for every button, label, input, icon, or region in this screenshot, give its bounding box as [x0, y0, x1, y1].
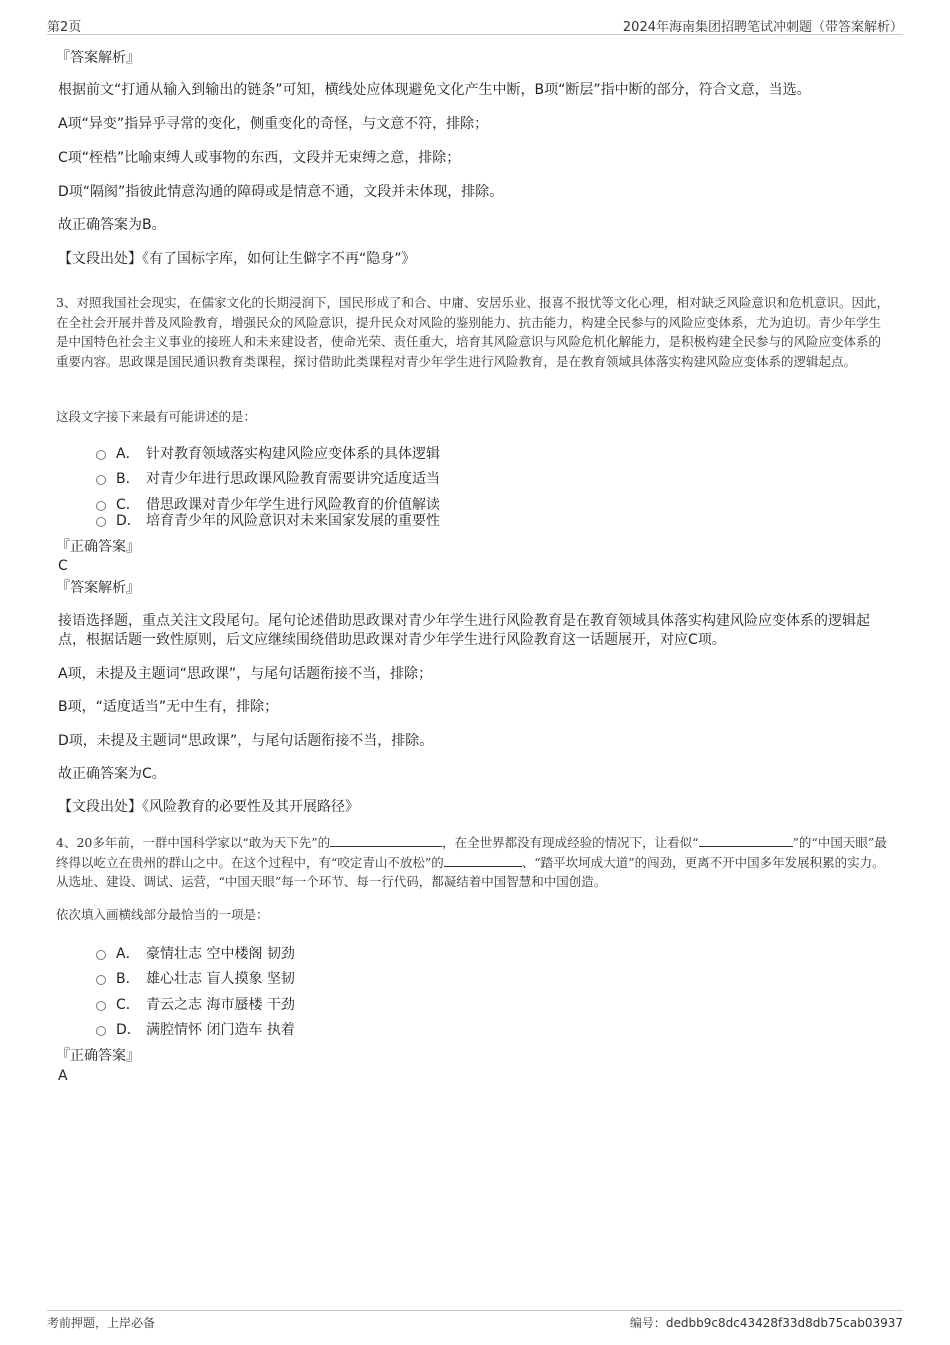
analysis-line: D项，未提及主题词“思政课”，与尾句话题衔接不当，排除。 [58, 733, 434, 749]
question-3-text: 3、对照我国社会现实，在儒家文化的长期浸润下，国民形成了和合、中庸、安居乐业、报喜不报忧等文化心理，相对缺乏风险意识和危机意识。因此，在全社会开展并普及风险教育，增强民众的风险意识，提升民众对风险的鉴别能力、抗击能力，构建全民参与的风险应变体系，尤为迫切。青少年学生是中国特色社会主义事业的接班人和未来建设者，使命光荣、责任重大，培育其风险意识与风险危机化解能力，是积极构建全民参与的风险应变体系的重要内容。思政课是国民通识教育类课程，探讨借助此类课程对青少年学生进行风险教育，是在教育领域具体落实构建风险应变体系的逻辑起点。 [56, 295, 889, 369]
analysis-line: A项，未提及主题词“思政课”，与尾句话题衔接不当，排除； [58, 666, 433, 682]
option-a[interactable]: A． 豪情壮志 空中楼阁 韧劲 [96, 943, 295, 963]
option-c[interactable]: C． 借思政课对青少年学生进行风险教育的价值解读 [96, 494, 440, 514]
radio-icon[interactable] [96, 517, 106, 527]
correct-answer: A [58, 1068, 68, 1084]
analysis-heading: 『答案解析』 [56, 50, 140, 66]
question-4-prompt: 依次填入画横线部分最恰当的一项是： [56, 907, 269, 922]
analysis-paragraph: 接语选择题，重点关注文段尾句。尾句论述借助思政课对青少年学生进行风险教育是在教育领域具体落实构建风险应变体系的逻辑起点，根据话题一致性原则，后文应继续围绕借助思政课对青少年学生进行风险教育这一话题展开，对应C项。 [58, 613, 870, 648]
radio-icon[interactable] [96, 950, 106, 960]
radio-icon[interactable] [96, 475, 106, 485]
answer-conclusion: 故正确答案为B。 [58, 217, 166, 233]
fill-blank [444, 854, 522, 867]
source-citation: 【文段出处】《风险教育的必要性及其开展路径》 [58, 799, 359, 815]
radio-icon[interactable] [96, 450, 106, 460]
page-footer [47, 1310, 903, 1331]
option-d[interactable]: D． 满腔情怀 闭门造车 执着 [96, 1019, 295, 1039]
analysis-line: A项“异变”指异乎寻常的变化，侧重变化的奇怪，与文意不符，排除； [58, 116, 489, 132]
question-4-text: 4、20多年前，一群中国科学家以“敢为天下先”的 ，在全世界都没有现成经验的情况下，让看似“ ”的“中国天眼”最终得以屹立在贵州的群山之中。在这个过程中，有“咬定青山不放松”的 、“踏平坎坷成大道”的闯劲，更离不开中国多年发展积累的实力。从选址、建设、调试、运营，“中国天眼”每一个环节、每一行代码，都凝结着中国智慧和中国创造。 [56, 835, 887, 889]
footer-slogan: 考前押题，上岸必备 [47, 1316, 156, 1330]
page-header [47, 14, 903, 35]
analysis-line: C项“桎梏”比喻束缚人或事物的东西，文段并无束缚之意，排除； [58, 150, 461, 166]
document-title: 2024年海南集团招聘笔试冲刺题（带答案解析） [622, 20, 903, 35]
analysis-line: D项“隔阂”指彼此情意沟通的障碍或是情意不通，文段并未体现，排除。 [58, 184, 504, 200]
source-citation: 【文段出处】《有了国标字库，如何让生僻字不再“隐身”》 [58, 251, 416, 267]
option-b[interactable]: B． 对青少年进行思政课风险教育需要讲究适度适当 [96, 468, 440, 488]
fill-blank [330, 834, 442, 847]
option-b[interactable]: B． 雄心壮志 盲人摸象 坚韧 [96, 968, 295, 988]
document-serial: 编号：dedbb9c8dc43428f33d8db75cab03937 [629, 1316, 903, 1330]
radio-icon[interactable] [96, 1001, 106, 1011]
correct-answer: C [58, 558, 68, 574]
radio-icon[interactable] [96, 975, 106, 985]
page-number: 第2页 [47, 20, 82, 35]
correct-answer-heading: 『正确答案』 [56, 1048, 140, 1064]
radio-icon[interactable] [96, 1026, 106, 1036]
answer-conclusion: 故正确答案为C。 [58, 766, 166, 782]
option-a[interactable]: A． 针对教育领域落实构建风险应变体系的具体逻辑 [96, 443, 440, 463]
option-d[interactable]: D． 培育青少年的风险意识对未来国家发展的重要性 [96, 510, 440, 530]
analysis-line: B项，“适度适当”无中生有，排除； [58, 699, 279, 715]
correct-answer-heading: 『正确答案』 [56, 539, 140, 555]
question-3-prompt: 这段文字接下来最有可能讲述的是： [56, 409, 257, 424]
analysis-line: 根据前文“打通从输入到输出的链条”可知，横线处应体现避免文化产生中断，B项“断层”指中断的部分，符合文意，当选。 [58, 82, 811, 98]
fill-blank [699, 834, 793, 847]
analysis-heading: 『答案解析』 [56, 580, 140, 596]
option-c[interactable]: C． 青云之志 海市蜃楼 干劲 [96, 994, 295, 1014]
